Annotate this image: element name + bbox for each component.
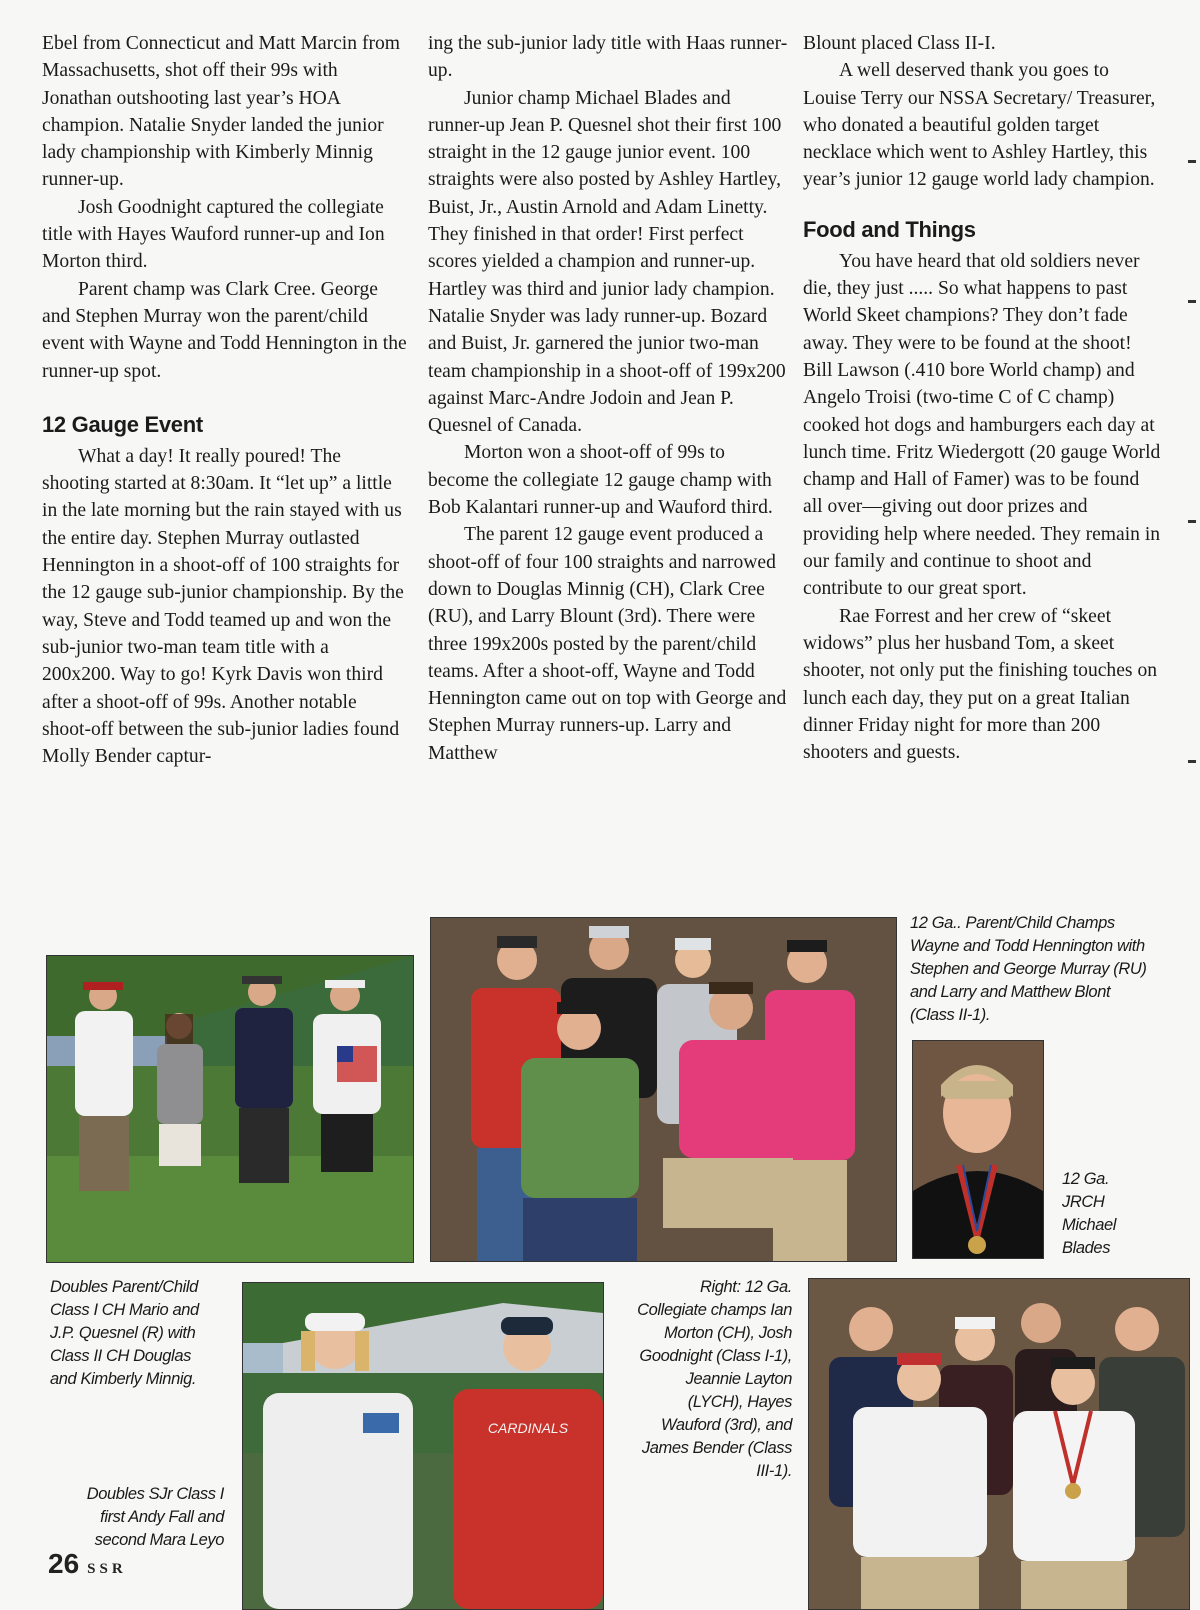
photo-collegiate-champs bbox=[808, 1278, 1190, 1610]
caption-doubles-sjr bbox=[50, 1483, 224, 1552]
caption-line: Class I CH Mario and bbox=[50, 1301, 199, 1319]
page-folio bbox=[48, 1548, 127, 1580]
caption-line: J.P. Quesnel (R) with bbox=[50, 1324, 196, 1342]
shirt-text: CARDINALS bbox=[487, 1420, 569, 1436]
scan-edge-mark bbox=[1188, 760, 1196, 763]
paragraph: Rae Forrest and her crew of “skeet widows” plus her husband Tom, a skeet shooter, not only put the finishing touches on lunch each day, they put on a great Italian dinner Friday night for more than 200 shooters and guests. bbox=[803, 605, 1158, 764]
caption-line: Class II CH Douglas bbox=[50, 1347, 191, 1365]
paragraph: Parent champ was Clark Cree. George and Stephen Murray won the parent/child event with Wayne and Todd Hennington in the runner-up spot. bbox=[42, 278, 407, 382]
paragraph: Ebel from Connecticut and Matt Marcin from Massachusetts, shot off their 99s with Jonathan outshooting last year’s HOA champion. Natalie Snyder landed the junior lady championship with Kimberly Minnig runner-up. bbox=[42, 33, 401, 191]
paragraph: Junior champ Michael Blades and runner-up Jean P. Quesnel shot their first 100 straight in the 12 gauge junior event. 100 straights were also posted by Ashley Hartley, Buist, Jr., Austin Arnold and Adam Linetty. They finished in that order! First perfect scores yielded a champion and runner-up. Hartley was third and junior lady champion. Natalie Snyder was lady runner-up. Bozard and Buist, Jr. garnered the junior two-man team championship in a shoot-off of 199x200 against Marc-Andre Jodoin and Jean P. Quesnel of Canada. bbox=[428, 87, 786, 437]
article-column-3 bbox=[803, 30, 1163, 766]
caption-line: (Class II-1). bbox=[910, 1006, 991, 1024]
caption-line: Right: 12 Ga. bbox=[699, 1278, 792, 1296]
paragraph: A well deserved thank you goes to Louise Terry our NSSA Secretary/ Treasurer, who donated a beautiful golden target necklace which went to Ashley Hartley, this year’s junior 12 gauge world lady champion. bbox=[803, 60, 1156, 191]
caption-line: Goodnight (Class I-1), bbox=[639, 1347, 792, 1365]
caption-line: Morton (CH), Josh bbox=[664, 1324, 792, 1342]
caption-line: Michael bbox=[1062, 1216, 1117, 1234]
caption-line: 12 Ga. bbox=[1062, 1170, 1110, 1188]
paragraph: The parent 12 gauge event produced a shoot-off of four 100 straights and narrowed down to Douglas Minnig (CH), Clark Cree (RU), and Larry Blount (3rd). There were three 199x200s posted by the parent/child teams. After a shoot-off, Wayne and Todd Hennington came out on top with George and Stephen Murray runners-up. Larry and Matthew bbox=[428, 524, 787, 764]
caption-line: second Mara Leyo bbox=[94, 1531, 224, 1549]
caption-line: III-1). bbox=[756, 1462, 792, 1480]
scan-edge-mark bbox=[1188, 300, 1196, 303]
photo-doubles-sjr bbox=[242, 1282, 604, 1610]
paragraph: ing the sub-junior lady title with Haas runner-up. bbox=[428, 33, 788, 82]
scan-edge-mark bbox=[1188, 520, 1196, 523]
caption-line: Stephen and George Murray (RU) bbox=[910, 960, 1147, 978]
caption-line: (LYCH), Hayes bbox=[687, 1393, 792, 1411]
caption-collegiate bbox=[612, 1276, 792, 1483]
caption-jrch bbox=[1062, 1168, 1162, 1260]
caption-line: James Bender (Class bbox=[641, 1439, 792, 1457]
section-heading-food: Food and Things bbox=[803, 216, 976, 242]
caption-line: JRCH bbox=[1062, 1193, 1105, 1211]
scan-edge-mark bbox=[1188, 160, 1196, 163]
caption-line: Doubles Parent/Child bbox=[50, 1278, 198, 1296]
photo-doubles-parent-child bbox=[46, 955, 414, 1263]
caption-line: and Larry and Matthew Blont bbox=[910, 983, 1111, 1001]
caption-line: Jeannie Layton bbox=[685, 1370, 792, 1388]
caption-line: Wayne and Todd Hennington with bbox=[910, 937, 1145, 955]
photo-parent-child-champs bbox=[430, 917, 897, 1262]
caption-line: 12 Ga.. Parent/Child Champs bbox=[910, 914, 1115, 932]
paragraph: What a day! It really poured! The shooting started at 8:30am. It “let up” a little in the late morning but the rain stayed with us the entire day. Stephen Murray outlasted Hennington in a shoot-off of 100 straights for the 12 gauge sub-junior championship. By the way, Steve and Todd teamed up and won the sub-junior two-man team title with a 200x200. Way to go! Kyrk Davis won third after a shoot-off of 99s. Another notable shoot-off between the sub-junior ladies found Molly Bender captur- bbox=[42, 445, 404, 768]
caption-line: Doubles SJr Class I bbox=[86, 1485, 224, 1503]
article-column-2 bbox=[428, 30, 790, 767]
caption-line: Collegiate champs Ian bbox=[637, 1301, 792, 1319]
caption-line: Blades bbox=[1062, 1239, 1111, 1257]
caption-parent-child-champs bbox=[910, 912, 1160, 1027]
paragraph: You have heard that old soldiers never die, they just ..... So what happens to past World Skeet champions? They don’t fade away. They were to be found at the shoot! Bill Lawson (.410 bore World champ) and Angelo Troisi (two-time C of C champ) cooked hot dogs and hamburgers each day at lunch time. Fritz Wiedergott (20 gauge World champ and Hall of Famer) was to be found all over—giving out door prizes and providing help where needed. They remain in our family and continue to shoot and contribute to our great sport. bbox=[803, 250, 1161, 600]
caption-line: first Andy Fall and bbox=[100, 1508, 224, 1526]
paragraph: Blount placed Class II-I. bbox=[803, 33, 996, 54]
caption-line: and Kimberly Minnig. bbox=[50, 1370, 197, 1388]
paragraph: Josh Goodnight captured the collegiate title with Hayes Wauford runner-up and Ion Morton third. bbox=[42, 196, 385, 273]
page-number: 26 bbox=[48, 1548, 80, 1579]
magazine-name: SSR bbox=[87, 1561, 127, 1577]
paragraph: Morton won a shoot-off of 99s to become the collegiate 12 gauge champ with Bob Kalantari runner-up and Wauford third. bbox=[428, 442, 773, 519]
photo-jrch-michael-blades bbox=[912, 1040, 1044, 1259]
caption-line: Wauford (3rd), and bbox=[661, 1416, 792, 1434]
section-heading-12-gauge: 12 Gauge Event bbox=[42, 411, 203, 437]
caption-doubles-parent bbox=[50, 1276, 240, 1391]
article-column-1 bbox=[42, 30, 407, 770]
